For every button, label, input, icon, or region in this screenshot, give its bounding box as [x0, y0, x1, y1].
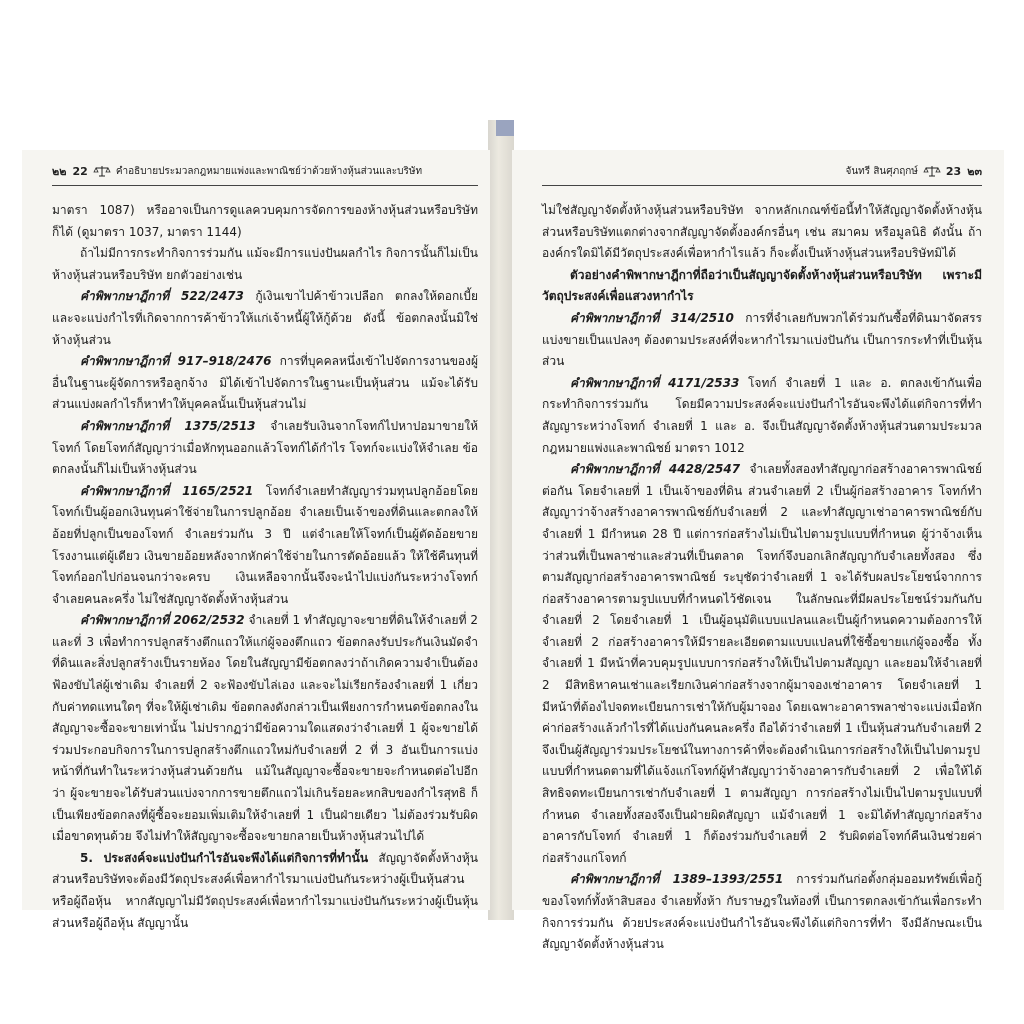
case-citation: คำพิพากษาฎีกาที่ 4171/2533	[570, 375, 740, 390]
section-paragraph	[52, 848, 478, 934]
case-paragraph	[542, 869, 982, 955]
case-paragraph	[542, 373, 982, 459]
case-citation: คำพิพากษาฎีกาที่ 917–918/2476	[80, 354, 272, 369]
paragraph: ไม่ใช่สัญญาจัดตั้งห้างหุ้นส่วนหรือบริษัท จากหลักเกณฑ์ข้อนี้ทำให้สัญญาจัดตั้งห้างหุ้นส่วนหรือบริษัทแตกต่างจากสัญญาจัดตั้งองค์กรอื่นๆ เช่น สมาคม หรือมูลนิธิ ดังนั้น ถ้าองค์กรใดมิได้มีวัตถุประสงค์เพื่อหากำไรแล้ว ก็จะตั้งเป็นห้างหุ้นส่วนหรือบริษัทมิได้	[542, 203, 982, 261]
page-number-thai: ๒๒	[52, 165, 67, 178]
case-paragraph	[52, 610, 478, 848]
scales-of-justice-icon	[94, 165, 110, 177]
paragraph: มาตรา 1087) หรืออาจเป็นการดูแลควบคุมการจัดการของห้างหุ้นส่วนหรือบริษัทก็ได้ (ดูมาตรา 1037, มาตรา 1144)	[52, 203, 478, 239]
case-text: การที่บุคคลหนึ่งเข้าไปจัดการงานของผู้อื่นในฐานะผู้จัดการหรือลูกจ้าง มิได้เข้าไปจัดการในฐานะเป็นหุ้นส่วน แม้จะได้รับส่วนแบ่งผลกำไรก็หาทำให้บุคคลนั้นเป็นหุ้นส่วนไม่	[52, 354, 478, 412]
case-text: การที่จำเลยกับพวกได้ร่วมกันซื้อที่ดินมาจัดสรรแบ่งขายเป็นแปลงๆ ต้องตามประสงค์ที่จะหากำไรมาแบ่งปันกัน เป็นการกระทำที่เป็นหุ้นส่วน	[542, 310, 982, 369]
case-citation: คำพิพากษาฎีกาที่ 522/2473	[80, 289, 244, 304]
case-citation: คำพิพากษาฎีกาที่ 1389–1393/2551	[570, 872, 784, 887]
case-text: กู้เงินเขาไปค้าข้าวเปลือก ตกลงให้ดอกเบี้ย และจะแบ่งกำไรที่เกิดจากการค้าข้าวให้แก่เจ้าหนี้ผู้ให้กู้ด้วย ดังนี้ ข้อตกลงนั้นมิใช่ห้างหุ้นส่วน	[52, 289, 478, 347]
case-paragraph	[52, 481, 478, 611]
right-page-header	[542, 162, 982, 186]
page-number: 22	[72, 164, 88, 178]
case-text: การร่วมกันก่อตั้งกลุ่มออมทรัพย์เพื่อกู้ของโจทก์ทั้งห้าสิบสอง จำเลยทั้งห้า กับราษฎรในท้องที่ เป็นการตกลงเข้ากันเพื่อกระทำกิจการร่วมกัน ด้วยประสงค์จะแบ่งปันกำไรอันจะพึงได้แต่กิจการที่ทำ จึงมีลักษณะเป็นสัญญาจัดตั้งห้างหุ้นส่วน	[542, 872, 982, 952]
case-text: โจทก์ จำเลยที่ 1 และ อ. ตกลงเข้ากันเพื่อกระทำกิจการร่วมกัน โดยมีความประสงค์จะแบ่งปันกำไรอันจะพึงได้แต่กิจการที่ทำ สัญญาระหว่างโจทก์ จำเลยที่ 1 และ อ. จึงเป็นสัญญาจัดตั้งห้างหุ้นส่วนตามประมวลกฎหมายแพ่งและพาณิชย์ มาตรา 1012	[542, 375, 982, 455]
page-number-thai: ๒๓	[967, 165, 982, 178]
paragraph: ถ้าไม่มีการกระทำกิจการร่วมกัน แม้จะมีการแบ่งปันผลกำไร กิจการนั้นก็ไม่เป็นห้างหุ้นส่วนหรือบริษัท ยกตัวอย่างเช่น	[52, 246, 478, 282]
left-page-header	[52, 162, 478, 186]
left-page-body	[52, 200, 478, 934]
case-paragraph	[52, 416, 478, 481]
case-paragraph	[542, 459, 982, 869]
scales-of-justice-icon	[924, 165, 940, 177]
book-gutter	[488, 120, 514, 920]
case-paragraph	[52, 286, 478, 351]
section-heading: ตัวอย่างคำพิพากษาฎีกาที่ถือว่าเป็นสัญญาจัดตั้งห้างหุ้นส่วนหรือบริษัท เพราะมีวัตถุประสงค์เพื่อแสวงหากำไร	[542, 267, 982, 304]
case-text: จำเลยรับเงินจากโจทก์ไปหาปอมาขายให้โจทก์ โดยโจทก์สัญญาว่าเมื่อหักทุนออกแล้วโจทก์ได้กำไร โจทก์จะแบ่งให้จำเลย ข้อตกลงนั้นก็ไม่เป็นห้างหุ้นส่วน	[52, 418, 478, 477]
case-citation: คำพิพากษาฎีกาที่ 314/2510	[570, 310, 734, 325]
case-citation: คำพิพากษาฎีกาที่ 2062/2532	[80, 613, 245, 628]
case-citation: คำพิพากษาฎีกาที่ 1375/2513	[80, 418, 256, 433]
right-page	[512, 150, 1004, 952]
section-paragraph	[542, 265, 982, 308]
running-title: คำอธิบายประมวลกฎหมายแพ่งและพาณิชย์ว่าด้วยห้างหุ้นส่วนและบริษัท	[115, 165, 423, 177]
author-name: จันทรี สินศุภฤกษ์	[845, 165, 918, 177]
bookmark-ribbon	[496, 120, 514, 136]
case-citation: คำพิพากษาฎีกาที่ 1165/2521	[80, 483, 254, 498]
case-citation: คำพิพากษาฎีกาที่ 4428/2547	[570, 462, 741, 477]
page-number: 23	[945, 164, 962, 178]
left-page	[22, 150, 490, 930]
section-text: สัญญาจัดตั้งห้างหุ้นส่วนหรือบริษัทจะต้องมีวัตถุประสงค์เพื่อหากำไรมาแบ่งปันกันระหว่างผู้เป็นหุ้นส่วนหรือผู้ถือหุ้น หากสัญญาไม่มีวัตถุประสงค์เพื่อหากำไรมาแบ่งปันกันระหว่างผู้เป็นหุ้นส่วนหรือผู้ถือหุ้น สัญญานั้น	[52, 850, 478, 930]
section-heading: 5. ประสงค์จะแบ่งปันกำไรอันจะพึงได้แต่กิจการที่ทำนั้น	[80, 850, 369, 865]
case-text: โจทก์จำเลยทำสัญญาร่วมทุนปลูกอ้อยโดยโจทก์เป็นผู้ออกเงินทุนค่าใช้จ่ายในการปลูกอ้อย จำเลยเป็นเจ้าของที่ดินและตกลงให้อ้อยที่ปลูกเป็นของโจทก์ จำเลยร่วมกัน 3 ปี แต่จำเลยให้โจทก์เป็นผู้ตัดอ้อยขายโรงงานแต่ผู้เดียว เงินขายอ้อยหลังจากหักค่าใช้จ่ายในการตัดอ้อยแล้ว ให้ใช้คืนทุนที่โจทก์ออกไปก่อนจนกว่าจะครบ เงินเหลือจากนั้นจึงจะนำไปแบ่งกันระหว่างโจทก์จำเลยคนละครึ่ง ไม่ใช่สัญญาจัดตั้งห้างหุ้นส่วน	[52, 483, 478, 606]
right-page-body	[542, 200, 982, 956]
case-text: จำเลยทั้งสองทำสัญญาก่อสร้างอาคารพาณิชย์ต่อกัน โดยจำเลยที่ 1 เป็นเจ้าของที่ดิน ส่วนจำเลยที่ 2 เป็นผู้ก่อสร้างอาคาร โจทก์ทำสัญญาว่าจ้างสร้างอาคารพาณิชย์กับจำเลยที่ 2 และทำสัญญาเช่าอาคารพาณิชย์กับจำเลยที่ 1 มีกำหนด 28 ปี แต่การก่อสร้างไม่เป็นไปตามรูปแบบที่กำหนด ผู้ว่าจ้างเห็นว่าส่วนที่เป็นพลาซ่าและส่วนที่เป็นตลาด โจทก์จึงบอกเลิกสัญญากับจำเลยทั้งสอง ซึ่งตามสัญญาก่อสร้างอาคารพาณิชย์ ระบุชัดว่าจำเลยที่ 1 จะได้รับผลประโยชน์จากการก่อสร้างอาคารตามรูปแบบที่กำหนดไว้ชัดเจน ในลักษณะที่มีผลประโยชน์ร่วมกันกับจำเลยที่ 2 โดยจำเลยที่ 1 เป็นผู้อนุมัติแบบแปลนและเป็นผู้กำหนดความต้องการให้จำเลยที่ 2 ก่อสร้างอาคารให้มีรายละเอียดตามแบบแปลนที่ใช้ซื้อขายแก่ผู้จองซื้อ ทั้งจำเลยที่ 1 มีหน้าที่ควบคุมรูปแบบการก่อสร้างให้เป็นไปตามสัญญา และยอมให้จำเลยที่ 2 มีสิทธิหาคนเช่าและเรียกเงินค่าก่อสร้างจากผู้มาจองเช่าอาคาร โดยจำเลยที่ 1 มีหน้าที่ต้องไปจดทะเบียนการเช่าให้กับผู้มาจอง โดยเฉพาะอาคารพลาซ่าจะแบ่งเมื่อหักค่าก่อสร้างแล้วกำไรที่ได้แบ่งกันคนละครึ่ง ถือได้ว่าจำเลยที่ 1 เป็นหุ้นส่วนกับจำเลยที่ 2 จึงเป็นผู้สัญญาร่วมประโยชน์ในทางการค้าที่จะต้องดำเนินการก่อสร้างให้เป็นไปตามรูปแบบที่กำหนดตามที่ได้แจ้งแก่โจทก์ผู้ทำสัญญาว่าจ้างอาคารกับจำเลยที่ 2 เพื่อให้ได้สิทธิจดทะเบียนการเช่ากับจำเลยที่ 1 ตามสัญญา การก่อสร้างไม่เป็นไปตามรูปแบบที่กำหนด จำเลยทั้งสองจึงเป็นฝ่ายผิดสัญญา แม้จำเลยที่ 1 จะมิได้ทำสัญญาก่อสร้างอาคารกับโจทก์ จำเลยที่ 1 ก็ต้องร่วมกับจำเลยที่ 2 รับผิดต่อโจทก์คืนเงินช่วยค่าก่อสร้างแก่โจทก์	[542, 462, 982, 865]
case-paragraph	[542, 308, 982, 373]
case-paragraph	[52, 351, 478, 416]
case-text: จำเลยที่ 1 ทำสัญญาจะขายที่ดินให้จำเลยที่ 2 และที่ 3 เพื่อทำการปลูกสร้างตึกแถวให้แก่ผู้จองตึกแถว ข้อตกลงรับประกันเงินมัดจำที่ดินและสิ่งปลูกสร้างเป็นรายห้อง โดยในสัญญามีข้อตกลงว่าถ้าเกิดความจำเป็นต้องฟ้องขับไล่ผู้เช่าเดิม จำเลยที่ 2 จะฟ้องขับไล่เอง และจะไม่เรียกร้องจำเลยที่ 1 เกี่ยวกับค่าทดแทนใดๆ ที่จะให้ผู้เช่าเดิม ข้อตกลงดังกล่าวเป็นเพียงการกำหนดข้อตกลงในสัญญาจะซื้อจะขายเท่านั้น ไม่ปรากฏว่ามีข้อความใดแสดงว่าจำเลยที่ 1 ผู้จะขายได้ร่วมประกอบกิจการในการปลูกสร้างตึกแถวใหม่กับจำเลยที่ 2 ที่ 3 อันเป็นการแบ่งหน้าที่กันทำในระหว่างหุ้นส่วนด้วยกัน แม้ในสัญญาจะซื้อจะขายจะกำหนดต่อไปอีกว่า ผู้จะขายจะได้รับส่วนแบ่งจากการขายตึกแถวไม่เกินร้อยละหกสิบของกำไรสุทธิ ก็เป็นเพียงข้อตกลงที่ผู้ซื้อจะยอมเพิ่มเติมให้จำเลยที่ 1 เป็นฝ่ายเดียว ไม่ต้องร่วมรับผิดเมื่อขาดทุนด้วย จึงไม่ทำให้สัญญาจะซื้อจะขายกลายเป็นห้างหุ้นส่วนไปได้	[52, 613, 478, 844]
